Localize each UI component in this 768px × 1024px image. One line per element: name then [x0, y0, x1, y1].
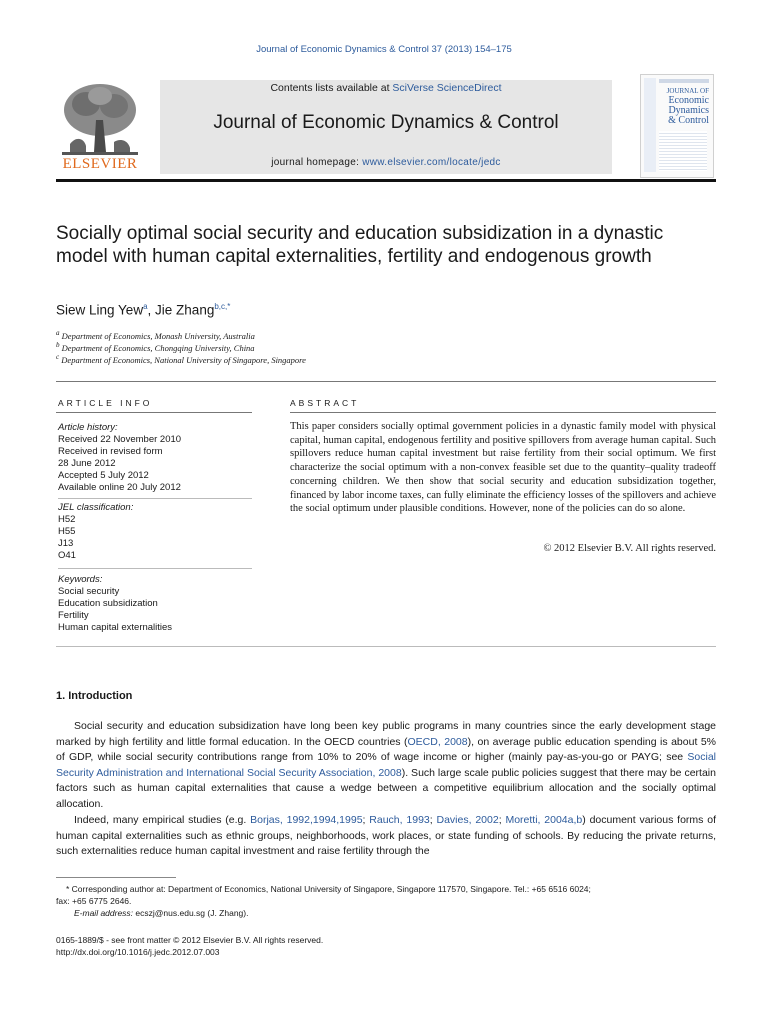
abstract-text: This paper considers socially optimal government policies in a dynastic family model with physical capital, human capital, endogenous fertility and positive spillovers from average human capital. Such spillovers reduce human capital investment but raise fertility from their social optimum. We first characterize the social optimum with a non-convex feasible set due to the quantity–quality tradeoff concerning children. We then show that social security and education subsidization together, financed by labor income taxes, can fully eliminate the efficiency losses of the spillovers and achieve the social optimum under plausible conditions. However, none of the policies can do so alone.: [290, 421, 716, 515]
author-name: Siew Ling Yew: [56, 302, 144, 318]
history-item: Received 22 November 2010: [58, 434, 182, 445]
sciencedirect-link[interactable]: SciVerse ScienceDirect: [392, 82, 502, 94]
citation-link[interactable]: Davies, 2002: [436, 814, 499, 826]
jel-code: H52: [58, 514, 76, 525]
author-sup[interactable]: a: [143, 302, 148, 311]
footnote-line: * Corresponding author at: Department of Economics, National University of Singapore, Singapore 117570, Singapore. Tel.: +65 6516 6024;: [66, 884, 591, 894]
section-heading: 1. Introduction: [56, 690, 133, 702]
cover-sidebar: [644, 78, 656, 172]
affiliation-text: Department of Economics, Monash University, Australia: [61, 330, 255, 341]
history-item: Received in revised form: [58, 446, 163, 457]
doi-link[interactable]: http://dx.doi.org/10.1016/j.jedc.2012.07.003: [56, 947, 220, 957]
footnote: [56, 883, 716, 919]
paragraph-text: Social security and education subsidization have long been key public programs in many countries since the early development stage marked by high fertility and little formal education. In the OECD countries (: [56, 720, 716, 748]
citation-link[interactable]: Social Security Administration and International Social Security Association, 2008: [56, 751, 716, 779]
affiliation: [56, 329, 255, 341]
affiliation: [56, 353, 306, 365]
paragraph-text: Indeed, many empirical studies (e.g.: [74, 814, 251, 826]
history-item: 28 June 2012: [58, 458, 116, 469]
contents-prefix: Contents lists available at: [270, 82, 393, 94]
jel-code: O41: [58, 550, 76, 561]
author-list: Siew Ling Yew$^a$, Jie Zhang$^{b,c,*}$: [56, 302, 231, 318]
citation-link[interactable]: OECD, 2008: [407, 735, 468, 748]
cover-line-1: JOURNAL OF: [666, 87, 709, 95]
front-matter: [56, 934, 716, 958]
citation-link[interactable]: Borjas, 1992,1994,1995: [250, 814, 363, 826]
citation-link[interactable]: Rauch, 1993: [369, 814, 430, 826]
keyword: Social security: [58, 586, 120, 597]
header-rule: [56, 179, 716, 182]
journal-title: Journal of Economic Dynamics & Control: [213, 112, 559, 133]
author-sup[interactable]: b,c,*: [214, 302, 231, 311]
section-rule: [56, 381, 716, 382]
history-item: Available online 20 July 2012: [58, 482, 181, 493]
jel-code: H55: [58, 526, 76, 537]
article-info-heading: ARTICLE INFO: [58, 398, 153, 408]
email-address[interactable]: ecszj@nus.edu.sg (J. Zhang).: [133, 908, 249, 918]
keyword: Fertility: [58, 610, 89, 621]
citation-link[interactable]: Moretti, 2004a,b: [505, 814, 583, 826]
cover-line-2: Economic: [668, 95, 709, 106]
journal-cover-thumbnail[interactable]: [640, 74, 714, 178]
jel-label: JEL classification:: [58, 502, 134, 513]
homepage-line: [160, 157, 612, 168]
jel-code: J13: [58, 538, 74, 549]
keyword: Education subsidization: [58, 598, 158, 609]
homepage-prefix: journal homepage:: [271, 157, 363, 168]
copyright-notice: © 2012 Elsevier B.V. All rights reserved.: [543, 543, 716, 554]
affiliation-sup: a: [56, 329, 60, 337]
paragraph-text: ) document various forms of human capital externalities such as ethnic groups, neighborhoods, work places, or state funding of schools. By reducing the private returns, such externalities reduce human capital investment and raise fertility through the: [56, 814, 717, 858]
footnote-line: fax: +65 6775 2646.: [56, 896, 132, 906]
cover-band: [659, 79, 709, 83]
separator: ;: [429, 814, 437, 826]
footnote-email-line: [56, 907, 716, 919]
keyword: Human capital externalities: [58, 622, 173, 633]
info-divider: [58, 498, 252, 499]
affiliation-sup: c: [56, 353, 60, 361]
history-label: Article history:: [58, 422, 118, 433]
footnote-rule: [56, 877, 176, 878]
article-info-rule: [56, 412, 252, 413]
intro-paragraph: [56, 719, 716, 813]
journal-reference[interactable]: Journal of Economic Dynamics & Control 37 (2013) 154–175: [256, 44, 512, 55]
cover-contents-lines: [659, 131, 707, 171]
paragraph-text: ), on average public education spending is about 5% of GDP, while social security contributions range from 10% to 20% of wage income or higher (mainly pay-as-you-go or PAYG; see: [56, 735, 717, 764]
affiliation: [56, 341, 255, 353]
article-title: Socially optimal social security and education subsidization in a dynastic model with human capital externalities, fertility and endogenous growth: [56, 223, 664, 267]
email-label: E-mail address:: [74, 908, 134, 918]
publisher-name: ELSEVIER: [62, 156, 138, 172]
abstract-rule: [290, 412, 716, 413]
affiliation-text: Department of Economics, Chongqing University, China: [61, 342, 255, 353]
separator: ;: [362, 814, 370, 826]
intro-paragraph: [56, 813, 716, 860]
affiliation-sup: b: [56, 341, 60, 349]
paragraph-text: ). Such large scale public policies suggest that there may be certain factors such as human capital externalities that cause a wedge between a competitive equilibrium allocation and the socially optimal allocation.: [56, 766, 716, 810]
homepage-link[interactable]: www.elsevier.com/locate/jedc: [362, 157, 501, 168]
issn-line: 0165-1889/$ - see front matter © 2012 Elsevier B.V. All rights reserved.: [56, 935, 324, 945]
info-divider: [58, 568, 252, 569]
author-name: Jie Zhang: [155, 302, 215, 318]
cover-line-4: & Control: [668, 115, 709, 126]
abstract-bottom-rule: [56, 646, 716, 647]
history-item: Accepted 5 July 2012: [58, 470, 149, 481]
separator: ;: [498, 814, 506, 826]
cover-line-3: Dynamics: [668, 105, 709, 116]
keywords-label: Keywords:: [58, 574, 103, 585]
abstract-heading: ABSTRACT: [290, 398, 360, 408]
contents-line: [160, 82, 612, 94]
affiliation-text: Department of Economics, National University of Singapore, Singapore: [61, 354, 306, 365]
article-info-box: [56, 418, 252, 638]
